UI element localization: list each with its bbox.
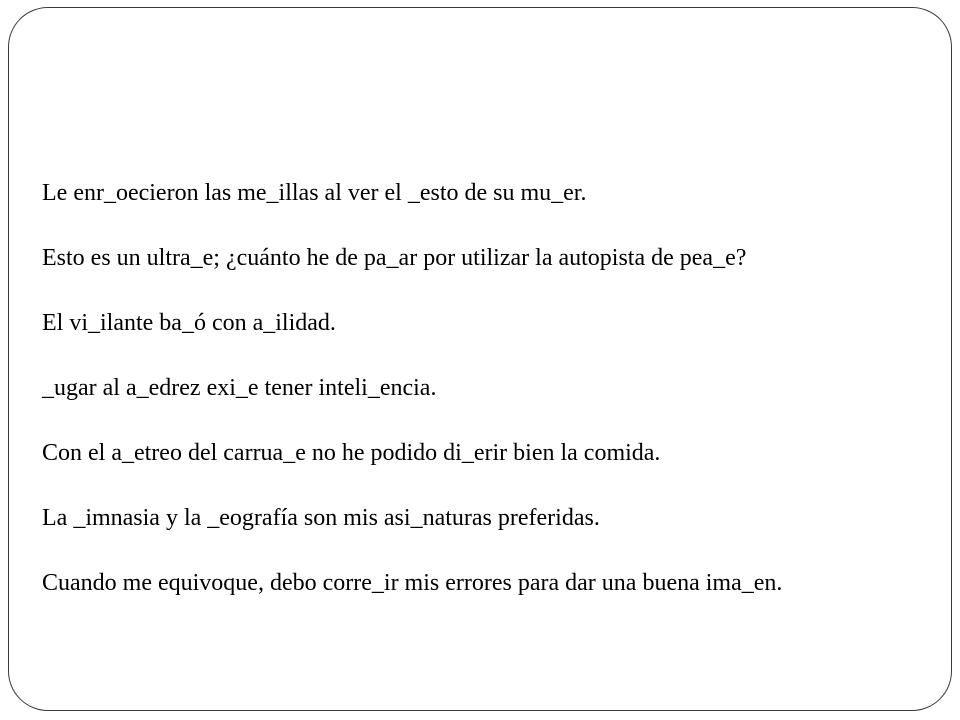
slide-frame	[8, 7, 952, 711]
sentence-2: Esto es un ultra_e; ¿cuánto he de pa_ar por utilizar la autopista de pea_e?	[42, 245, 747, 271]
sentence-6: La _imnasia y la _eografía son mis asi_naturas preferidas.	[42, 505, 600, 531]
sentence-3: El vi_ilante ba_ó con a_ilidad.	[42, 310, 336, 336]
sentence-list	[42, 171, 942, 626]
sentence-4: _ugar al a_edrez exi_e tener inteli_encia.	[42, 375, 437, 401]
sentence-1: Le enr_oecieron las me_illas al ver el _esto de su mu_er.	[42, 180, 587, 206]
sentence-7: Cuando me equivoque, debo corre_ir mis errores para dar una buena ima_en.	[42, 570, 783, 596]
sentence-5: Con el a_etreo del carrua_e no he podido di_erir bien la comida.	[42, 440, 661, 466]
